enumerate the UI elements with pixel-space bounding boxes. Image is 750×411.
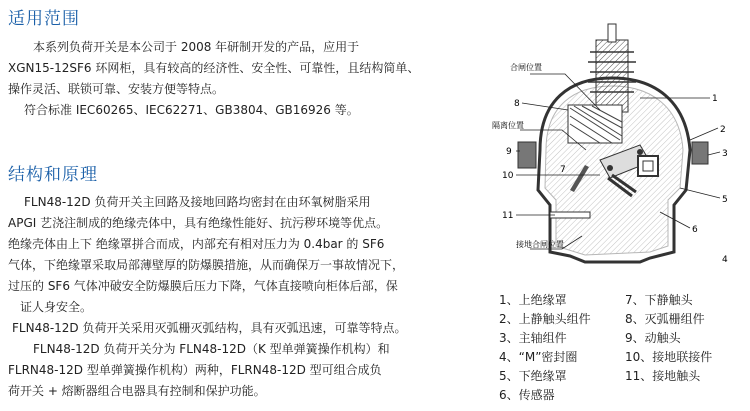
legend-item: 5、下绝缘罩 [499,369,567,383]
label-num-8: 8 [514,99,520,109]
text-line: FLRN48-12D 型单弹簧操作机构）两种，FLRN48-12D 型可组合成负 [8,363,382,377]
structure-paragraph [8,192,478,402]
label-num-11: 11 [502,211,514,221]
text-line: 气体，下绝缘罩采取局部薄壁厚的防爆膜措施，从而确保万一事故情况下， [8,258,405,272]
text-line: FLN48-12D 负荷开关采用灭弧栅灭弧结构，具有灭弧迅速，可靠等特点。 [12,321,407,335]
label-num-6: 6 [692,225,698,235]
label-num-9: 9 [506,147,512,157]
arc-chute [568,105,622,143]
legend-item: 7、下静触头 [625,293,693,307]
label-num-1: 1 [712,94,718,104]
section-title-structure: 结构和原理 [8,165,98,185]
label-closed-position: 合闸位置 [510,63,542,72]
left-contact [518,142,536,168]
label-num-3: 3 [722,149,728,159]
text-line: FLN48-12D 负荷开关分为 FLN48-12D（K 型单弹簧操作机构）和 [33,342,390,356]
text-line: 证人身安全。 [20,300,93,314]
label-earth-closed-position: 接地合闸位置 [516,240,564,249]
section-title-application: 适用范围 [8,9,80,29]
label-num-10: 10 [502,171,514,181]
text-line: 本系列负荷开关是本公司于 2008 年研制开发的产品，应用于 [33,40,360,54]
text-line: 符合标准 IEC60265、IEC62271、GB3804、GB16926 等。 [24,103,359,117]
label-num-4: 4 [722,255,728,265]
application-paragraph [8,37,478,121]
text-line: 过压的 SF6 气体冲破安全防爆膜后压力下降，气体直接喷向柜体后部，保 [8,279,398,293]
legend-item: 11、接地触头 [625,369,701,383]
text-line: 绝缘壳体由上下 绝缘罩拼合而成，内部充有相对压力为 0.4bar 的 SF6 [8,237,385,251]
legend-item: 9、动触头 [625,331,681,345]
label-isolated-position: 隔离位置 [492,121,524,130]
text-line: 荷开关 + 熔断器组合电器具有控制和保护功能。 [8,384,266,398]
label-num-5: 5 [722,195,728,205]
earth-contact [550,212,590,218]
right-contact [692,142,708,164]
text-line: XGN15-12SF6 环网柜，具有较高的经济性、安全性、可靠性，且结构简单、 [8,61,420,75]
legend-item: 4、“M”密封圈 [499,350,578,364]
label-num-2: 2 [720,125,726,135]
text-line: FLN48-12D 负荷开关主回路及接地回路均密封在由环氧树脂采用 [24,195,371,209]
legend-item: 8、灭弧栅组件 [625,312,705,326]
text-line: 操作灵活、联锁可靠、安装方便等特点。 [8,82,225,96]
switch-cross-section-diagram [490,0,750,290]
legend-item: 10、接地联接件 [625,350,713,364]
label-num-7: 7 [560,165,566,175]
text-line: APGI 艺浇注制成的绝缘壳体中，具有绝缘性能好、抗污秽环境等优点。 [8,216,389,230]
legend-item: 6、传感器 [499,388,555,402]
legend-item: 2、上静触头组件 [499,312,591,326]
legend-item: 1、上绝缘罩 [499,293,567,307]
legend-item: 3、主轴组件 [499,331,567,345]
